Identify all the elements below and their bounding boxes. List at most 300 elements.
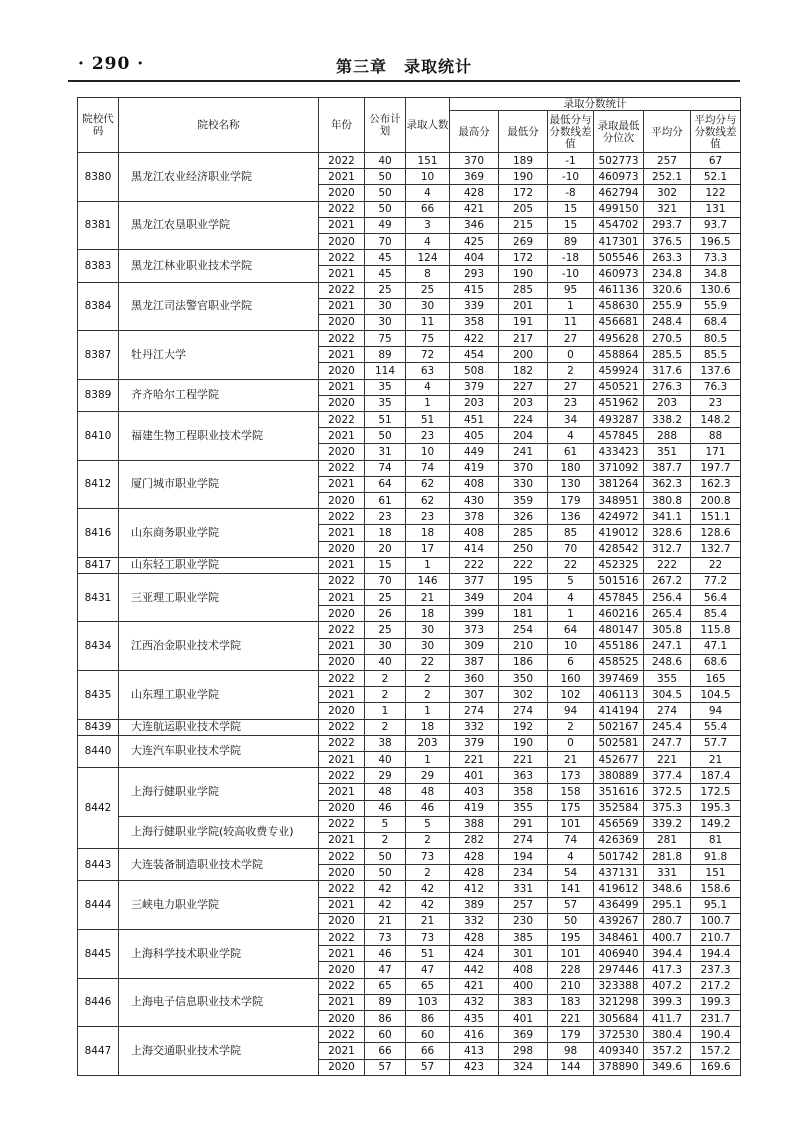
cell-avg-diff: 148.2 [691, 412, 741, 428]
cell-avg: 305.8 [644, 622, 691, 638]
cell-min: 194 [499, 849, 548, 865]
cell-avg: 394.4 [644, 946, 691, 962]
cell-min: 331 [499, 881, 548, 897]
cell-year: 2022 [319, 573, 365, 589]
school-name: 黑龙江农垦职业学院 [119, 201, 319, 250]
cell-avg-diff: 122 [691, 185, 741, 201]
cell-min: 298 [499, 1043, 548, 1059]
cell-avg-diff: 68.6 [691, 654, 741, 670]
cell-min-diff: 4 [548, 849, 594, 865]
cell-min: 230 [499, 913, 548, 929]
cell-min-rank: 351616 [594, 784, 644, 800]
cell-admitted: 3 [406, 217, 450, 233]
cell-year: 2020 [319, 492, 365, 508]
cell-year: 2021 [319, 590, 365, 606]
cell-avg-diff: 132.7 [691, 541, 741, 557]
cell-min: 217 [499, 331, 548, 347]
cell-min-rank: 406940 [594, 946, 644, 962]
cell-min: 190 [499, 266, 548, 282]
cell-plan: 26 [365, 606, 406, 622]
cell-admitted: 42 [406, 881, 450, 897]
cell-plan: 38 [365, 735, 406, 751]
cell-avg-diff: 137.6 [691, 363, 741, 379]
cell-plan: 70 [365, 233, 406, 249]
cell-admitted: 62 [406, 476, 450, 492]
cell-avg: 380.8 [644, 492, 691, 508]
cell-avg-diff: 73.3 [691, 250, 741, 266]
cell-admitted: 4 [406, 379, 450, 395]
cell-year: 2022 [319, 849, 365, 865]
cell-year: 2021 [319, 476, 365, 492]
cell-avg: 348.6 [644, 881, 691, 897]
school-name: 三峡电力职业学院 [119, 881, 319, 930]
cell-avg: 321 [644, 201, 691, 217]
cell-plan: 40 [365, 751, 406, 767]
cell-max: 370 [450, 153, 499, 169]
cell-admitted: 72 [406, 347, 450, 363]
cell-max: 401 [450, 768, 499, 784]
cell-plan: 25 [365, 622, 406, 638]
cell-avg-diff: 131 [691, 201, 741, 217]
table-row [78, 671, 741, 687]
school-code: 8444 [78, 881, 119, 930]
cell-admitted: 1 [406, 395, 450, 411]
cell-max: 414 [450, 541, 499, 557]
cell-min: 363 [499, 768, 548, 784]
cell-year: 2021 [319, 379, 365, 395]
cell-admitted: 8 [406, 266, 450, 282]
cell-max: 293 [450, 266, 499, 282]
cell-avg: 281 [644, 832, 691, 848]
cell-plan: 25 [365, 590, 406, 606]
cell-min-diff: 5 [548, 573, 594, 589]
cell-max: 332 [450, 913, 499, 929]
cell-avg-diff: 149.2 [691, 816, 741, 832]
cell-min-diff: 179 [548, 492, 594, 508]
cell-min-rank: 454702 [594, 217, 644, 233]
cell-max: 274 [450, 703, 499, 719]
school-name: 山东商务职业学院 [119, 509, 319, 558]
cell-avg-diff: 91.8 [691, 849, 741, 865]
cell-plan: 18 [365, 525, 406, 541]
cell-min-rank: 495628 [594, 331, 644, 347]
cell-avg-diff: 88 [691, 428, 741, 444]
cell-year: 2021 [319, 557, 365, 573]
cell-admitted: 51 [406, 946, 450, 962]
cell-plan: 40 [365, 153, 406, 169]
school-name: 山东理工职业学院 [119, 671, 319, 720]
cell-plan: 50 [365, 185, 406, 201]
cell-plan: 50 [365, 428, 406, 444]
cell-min-rank: 455186 [594, 638, 644, 654]
cell-avg: 349.6 [644, 1059, 691, 1075]
cell-avg: 355 [644, 671, 691, 687]
school-name: 上海科学技术职业学院 [119, 930, 319, 979]
cell-avg: 302 [644, 185, 691, 201]
cell-min-diff: -18 [548, 250, 594, 266]
cell-plan: 64 [365, 476, 406, 492]
school-code: 8381 [78, 201, 119, 250]
cell-min: 172 [499, 185, 548, 201]
cell-min: 254 [499, 622, 548, 638]
cell-max: 360 [450, 671, 499, 687]
cell-max: 424 [450, 946, 499, 962]
cell-max: 349 [450, 590, 499, 606]
header-admitted: 录取人数 [406, 98, 450, 153]
cell-admitted: 2 [406, 687, 450, 703]
cell-min-rank: 371092 [594, 460, 644, 476]
cell-min-rank: 323388 [594, 978, 644, 994]
cell-avg: 263.3 [644, 250, 691, 266]
cell-avg: 377.4 [644, 768, 691, 784]
cell-admitted: 86 [406, 1010, 450, 1026]
cell-min-rank: 397469 [594, 671, 644, 687]
cell-min-diff: 180 [548, 460, 594, 476]
cell-admitted: 74 [406, 460, 450, 476]
cell-avg: 372.5 [644, 784, 691, 800]
cell-max: 428 [450, 849, 499, 865]
cell-max: 309 [450, 638, 499, 654]
cell-avg-diff: 104.5 [691, 687, 741, 703]
cell-min: 350 [499, 671, 548, 687]
cell-max: 379 [450, 735, 499, 751]
cell-min-diff: 179 [548, 1027, 594, 1043]
cell-min: 182 [499, 363, 548, 379]
cell-year: 2022 [319, 201, 365, 217]
cell-plan: 50 [365, 849, 406, 865]
cell-year: 2022 [319, 881, 365, 897]
cell-admitted: 2 [406, 832, 450, 848]
cell-avg: 295.1 [644, 897, 691, 913]
cell-admitted: 18 [406, 606, 450, 622]
cell-min-diff: 6 [548, 654, 594, 670]
cell-avg-diff: 81 [691, 832, 741, 848]
cell-min-diff: 22 [548, 557, 594, 573]
cell-year: 2020 [319, 962, 365, 978]
school-code: 8446 [78, 978, 119, 1027]
cell-min-rank: 461136 [594, 282, 644, 298]
cell-plan: 15 [365, 557, 406, 573]
cell-year: 2022 [319, 816, 365, 832]
table-row [78, 978, 741, 994]
cell-max: 358 [450, 314, 499, 330]
cell-avg-diff: 200.8 [691, 492, 741, 508]
cell-min-diff: 61 [548, 444, 594, 460]
school-name: 三亚理工职业学院 [119, 573, 319, 622]
cell-plan: 35 [365, 379, 406, 395]
cell-avg: 257 [644, 153, 691, 169]
cell-avg-diff: 94 [691, 703, 741, 719]
cell-min-rank: 380889 [594, 768, 644, 784]
cell-admitted: 22 [406, 654, 450, 670]
cell-year: 2020 [319, 1010, 365, 1026]
cell-min-rank: 419612 [594, 881, 644, 897]
cell-avg-diff: 55.9 [691, 298, 741, 314]
cell-min-diff: 15 [548, 201, 594, 217]
cell-plan: 114 [365, 363, 406, 379]
cell-year: 2021 [319, 784, 365, 800]
cell-min-rank: 501742 [594, 849, 644, 865]
cell-min: 285 [499, 282, 548, 298]
cell-admitted: 4 [406, 185, 450, 201]
cell-max: 403 [450, 784, 499, 800]
cell-min-rank: 428542 [594, 541, 644, 557]
table-row [78, 153, 741, 169]
school-code: 8447 [78, 1027, 119, 1076]
cell-min-rank: 480147 [594, 622, 644, 638]
cell-min-diff: -10 [548, 266, 594, 282]
cell-avg: 280.7 [644, 913, 691, 929]
cell-max: 428 [450, 865, 499, 881]
cell-min-diff: 141 [548, 881, 594, 897]
cell-admitted: 30 [406, 622, 450, 638]
cell-plan: 30 [365, 638, 406, 654]
cell-admitted: 51 [406, 412, 450, 428]
cell-min: 383 [499, 994, 548, 1010]
cell-min-rank: 458630 [594, 298, 644, 314]
cell-min: 359 [499, 492, 548, 508]
table-row [78, 768, 741, 784]
cell-min-rank: 462794 [594, 185, 644, 201]
cell-plan: 65 [365, 978, 406, 994]
cell-year: 2021 [319, 751, 365, 767]
school-name: 大连装备制造职业技术学院 [119, 849, 319, 881]
cell-year: 2020 [319, 363, 365, 379]
header-avg: 平均分 [644, 111, 691, 153]
cell-avg-diff: 68.4 [691, 314, 741, 330]
cell-min-rank: 457845 [594, 590, 644, 606]
cell-avg: 276.3 [644, 379, 691, 395]
cell-admitted: 4 [406, 233, 450, 249]
cell-min-rank: 352584 [594, 800, 644, 816]
cell-year: 2020 [319, 865, 365, 881]
cell-admitted: 10 [406, 444, 450, 460]
cell-min-diff: 89 [548, 233, 594, 249]
table-row [78, 460, 741, 476]
cell-plan: 1 [365, 703, 406, 719]
cell-max: 378 [450, 509, 499, 525]
cell-plan: 40 [365, 654, 406, 670]
cell-year: 2021 [319, 169, 365, 185]
cell-plan: 29 [365, 768, 406, 784]
cell-avg: 270.5 [644, 331, 691, 347]
cell-min: 330 [499, 476, 548, 492]
cell-min: 269 [499, 233, 548, 249]
cell-min-rank: 426369 [594, 832, 644, 848]
cell-admitted: 73 [406, 930, 450, 946]
cell-min-diff: 64 [548, 622, 594, 638]
cell-min-diff: 27 [548, 379, 594, 395]
cell-min-rank: 321298 [594, 994, 644, 1010]
cell-min-rank: 460973 [594, 169, 644, 185]
cell-admitted: 21 [406, 590, 450, 606]
cell-max: 416 [450, 1027, 499, 1043]
cell-min: 203 [499, 395, 548, 411]
cell-min: 186 [499, 654, 548, 670]
cell-admitted: 42 [406, 897, 450, 913]
cell-min-diff: 4 [548, 428, 594, 444]
header-code: 院校代码 [78, 98, 119, 153]
table-row [78, 331, 741, 347]
cell-min-rank: 457845 [594, 428, 644, 444]
cell-max: 222 [450, 557, 499, 573]
cell-min-diff: 175 [548, 800, 594, 816]
cell-avg: 265.4 [644, 606, 691, 622]
cell-avg: 338.2 [644, 412, 691, 428]
cell-avg-diff: 158.6 [691, 881, 741, 897]
cell-max: 282 [450, 832, 499, 848]
cell-admitted: 63 [406, 363, 450, 379]
cell-avg: 411.7 [644, 1010, 691, 1026]
cell-avg-diff: 77.2 [691, 573, 741, 589]
cell-plan: 70 [365, 573, 406, 589]
cell-year: 2020 [319, 654, 365, 670]
cell-min-rank: 439267 [594, 913, 644, 929]
cell-year: 2021 [319, 266, 365, 282]
cell-min: 250 [499, 541, 548, 557]
cell-avg: 234.8 [644, 266, 691, 282]
cell-year: 2022 [319, 509, 365, 525]
cell-plan: 35 [365, 395, 406, 411]
header-name: 院校名称 [119, 98, 319, 153]
cell-admitted: 47 [406, 962, 450, 978]
cell-min: 189 [499, 153, 548, 169]
cell-avg: 285.5 [644, 347, 691, 363]
cell-min: 205 [499, 201, 548, 217]
cell-plan: 30 [365, 314, 406, 330]
school-name: 山东轻工职业学院 [119, 557, 319, 573]
cell-min-diff: 0 [548, 735, 594, 751]
cell-min-rank: 502167 [594, 719, 644, 735]
cell-year: 2020 [319, 606, 365, 622]
cell-min: 408 [499, 962, 548, 978]
cell-admitted: 10 [406, 169, 450, 185]
cell-admitted: 2 [406, 671, 450, 687]
school-name: 齐齐哈尔工程学院 [119, 379, 319, 411]
cell-admitted: 46 [406, 800, 450, 816]
school-name: 大连汽车职业技术学院 [119, 735, 319, 767]
table-row [78, 412, 741, 428]
chapter-title: 第三章 录取统计 [335, 57, 472, 76]
cell-avg: 247.7 [644, 735, 691, 751]
cell-min: 181 [499, 606, 548, 622]
cell-max: 307 [450, 687, 499, 703]
cell-max: 346 [450, 217, 499, 233]
cell-avg: 221 [644, 751, 691, 767]
page-header [68, 44, 740, 82]
cell-max: 404 [450, 250, 499, 266]
cell-avg-diff: 130.6 [691, 282, 741, 298]
header-year: 年份 [319, 98, 365, 153]
cell-min-diff: 23 [548, 395, 594, 411]
cell-year: 2021 [319, 217, 365, 233]
cell-admitted: 1 [406, 557, 450, 573]
cell-avg: 320.6 [644, 282, 691, 298]
cell-plan: 50 [365, 169, 406, 185]
school-code: 8442 [78, 768, 119, 849]
cell-avg: 293.7 [644, 217, 691, 233]
admission-stats-table [77, 97, 741, 1076]
cell-min-rank: 417301 [594, 233, 644, 249]
cell-admitted: 18 [406, 525, 450, 541]
cell-min-diff: 27 [548, 331, 594, 347]
cell-avg-diff: 196.5 [691, 233, 741, 249]
cell-min: 274 [499, 832, 548, 848]
cell-min-rank: 452325 [594, 557, 644, 573]
cell-avg: 328.6 [644, 525, 691, 541]
cell-plan: 30 [365, 298, 406, 314]
cell-max: 508 [450, 363, 499, 379]
cell-max: 421 [450, 978, 499, 994]
header-avg-diff: 平均分与分数线差值 [691, 111, 741, 153]
cell-year: 2022 [319, 153, 365, 169]
cell-plan: 49 [365, 217, 406, 233]
cell-min-diff: 50 [548, 913, 594, 929]
table-row [78, 816, 741, 832]
cell-min-diff: 74 [548, 832, 594, 848]
cell-admitted: 151 [406, 153, 450, 169]
cell-admitted: 18 [406, 719, 450, 735]
cell-max: 332 [450, 719, 499, 735]
cell-max: 428 [450, 185, 499, 201]
cell-min-rank: 451962 [594, 395, 644, 411]
cell-admitted: 48 [406, 784, 450, 800]
cell-plan: 57 [365, 1059, 406, 1075]
cell-year: 2021 [319, 994, 365, 1010]
cell-min-diff: 158 [548, 784, 594, 800]
cell-min-diff: -1 [548, 153, 594, 169]
cell-min: 401 [499, 1010, 548, 1026]
header-min: 最低分 [499, 111, 548, 153]
cell-avg-diff: 85.4 [691, 606, 741, 622]
cell-min-diff: 136 [548, 509, 594, 525]
cell-min-rank: 456681 [594, 314, 644, 330]
cell-admitted: 23 [406, 509, 450, 525]
school-name: 上海电子信息职业技术学院 [119, 978, 319, 1027]
cell-min-rank: 450521 [594, 379, 644, 395]
cell-year: 2020 [319, 703, 365, 719]
cell-min-rank: 437131 [594, 865, 644, 881]
cell-avg-diff: 169.6 [691, 1059, 741, 1075]
cell-min: 190 [499, 169, 548, 185]
cell-min-rank: 406113 [594, 687, 644, 703]
cell-plan: 2 [365, 719, 406, 735]
cell-max: 339 [450, 298, 499, 314]
cell-year: 2021 [319, 897, 365, 913]
cell-max: 373 [450, 622, 499, 638]
cell-avg: 247.1 [644, 638, 691, 654]
cell-plan: 60 [365, 1027, 406, 1043]
cell-max: 203 [450, 395, 499, 411]
cell-min-rank: 419012 [594, 525, 644, 541]
cell-plan: 89 [365, 994, 406, 1010]
cell-max: 369 [450, 169, 499, 185]
cell-plan: 45 [365, 250, 406, 266]
cell-avg: 248.4 [644, 314, 691, 330]
cell-min-rank: 456569 [594, 816, 644, 832]
cell-min-diff: 57 [548, 897, 594, 913]
cell-min: 400 [499, 978, 548, 994]
school-code: 8434 [78, 622, 119, 671]
cell-min-diff: 94 [548, 703, 594, 719]
cell-avg: 317.6 [644, 363, 691, 379]
cell-avg: 222 [644, 557, 691, 573]
cell-min: 257 [499, 897, 548, 913]
cell-min-rank: 460973 [594, 266, 644, 282]
cell-avg-diff: 194.4 [691, 946, 741, 962]
table-row [78, 282, 741, 298]
cell-max: 379 [450, 379, 499, 395]
